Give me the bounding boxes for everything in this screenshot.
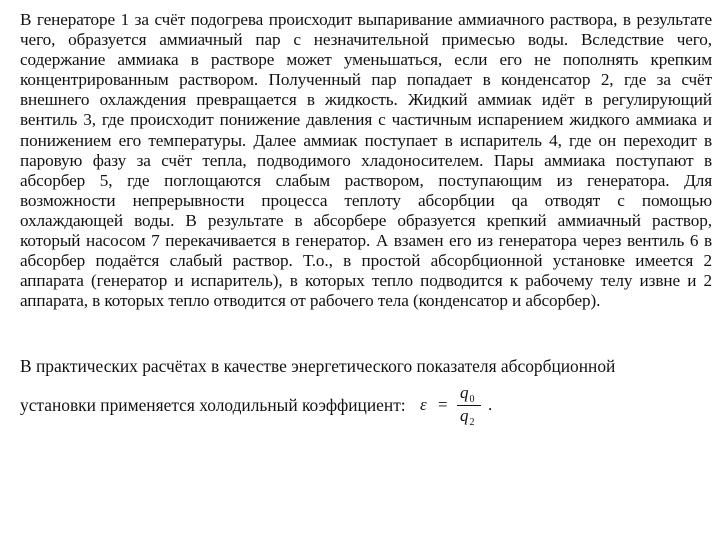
fraction-numerator (460, 383, 475, 405)
numerator-subscript: 0 (469, 394, 475, 405)
practical-calculations-line: В практических расчётах в качестве энергетического показателя абсорбционной (20, 356, 616, 376)
denominator-subscript: 2 (469, 417, 475, 428)
fraction (456, 384, 484, 428)
fraction-denominator (460, 406, 475, 428)
document-page (20, 10, 712, 311)
main-paragraph: В генераторе 1 за счёт подогрева происходит выпаривание аммиачного раствора, в результате чего, образуется аммиачный пар с незначительной примесью воды. Вследствие чего, содержание аммиака в растворе может уменьшаться, если его не пополнять крепким концентрированным раствором. Полученный пар попадает в конденсатор 2, где за счёт внешнего охлаждения превращается в жидкость. Жидкий аммиак идёт в регулирующий вентиль 3, где происходит понижение давления с частичным испарением жидкого аммиака и понижением его температуры. Далее аммиак поступает в испаритель 4, где он переходит в паровую фазу за счёт тепла, подводимого хладоносителем. Пары аммиака поступают в абсорбер 5, где поглощаются слабым раствором, поступающим из генератора. Для возможности непрерывности процесса теплоту абсорбции qа отводят с помощью охлаждающей воды. В результате в абсорбере образуется крепкий аммиачный раствор, который насосом 7 перекачивается в генератор. А взамен его из генератора через вентиль 6 в абсорбер подаётся слабый раствор. Т.о., в простой абсорбционной установке имеется 2 аппарата (генератор и испаритель), в которых тепло подводится к рабочему телу извне и 2 аппарата, в которых тепло отводится от рабочего тела (конденсатор и абсорбер). (20, 10, 712, 311)
formula-lead-text: установки применяется холодильный коэффициент: (20, 395, 406, 415)
equals-sign: = (438, 395, 448, 414)
epsilon-symbol: ε (420, 395, 427, 414)
formula-period: . (488, 395, 493, 414)
denominator-variable: q (460, 406, 469, 425)
numerator-variable: q (460, 383, 469, 402)
